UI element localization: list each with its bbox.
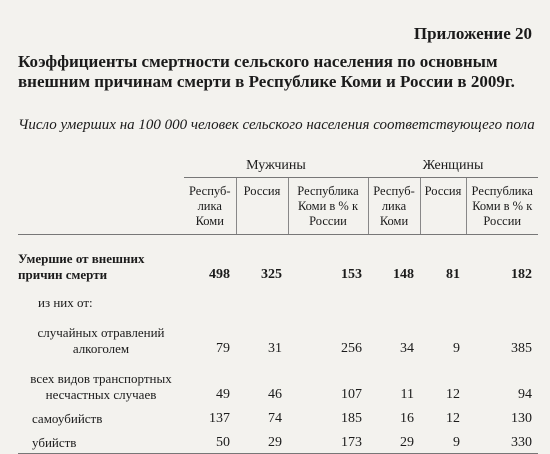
table-subtitle: Число умерших на 100 000 человек сельского населения соответствующего пола — [18, 117, 535, 133]
cell-value: 137 — [209, 411, 230, 426]
appendix-label: Приложение 20 — [413, 24, 532, 43]
cell-value: 12 — [446, 387, 460, 402]
cell-value: 182 — [511, 267, 532, 282]
cell-value: 81 — [446, 267, 460, 282]
cell-value: 12 — [446, 411, 460, 426]
cell-value: 330 — [466, 429, 538, 454]
row-label: всех видов транспортных несчастных случаев — [30, 371, 172, 402]
cell-value: 185 — [341, 411, 362, 426]
row-label: из них от: — [38, 295, 93, 310]
group-men: Мужчины — [184, 155, 368, 178]
column-header: Респуб-лика Коми — [368, 178, 420, 235]
cell-value: 50 — [184, 429, 236, 454]
column-header: Россия — [236, 178, 288, 235]
cell-value: 16 — [400, 411, 414, 426]
table-row — [18, 285, 538, 313]
cell-value: 74 — [268, 411, 282, 426]
cell-value: 29 — [236, 429, 288, 454]
table-row — [18, 429, 538, 454]
cell-value: 49 — [216, 387, 230, 402]
cell-value: 9 — [420, 429, 466, 454]
cell-value: 325 — [261, 267, 282, 282]
column-header: Республика Коми в % к России — [288, 178, 368, 235]
cell-value: 46 — [268, 387, 282, 402]
cell-value: 385 — [511, 341, 532, 356]
column-header: Респуб-лика Коми — [184, 178, 236, 235]
group-women: Женщины — [368, 155, 538, 178]
cell-value: 107 — [341, 387, 362, 402]
table-row — [18, 405, 538, 429]
cell-value: 29 — [368, 429, 420, 454]
cell-value: 9 — [453, 341, 460, 356]
cell-value: 153 — [341, 267, 362, 282]
mortality-table — [18, 155, 538, 454]
table-row — [18, 235, 538, 286]
cell-value: 11 — [400, 387, 414, 402]
page-title: Коэффициенты смертности сельского населения по основным внешним причинам смерти в Республике Коми и России в 2009г. — [18, 52, 515, 91]
column-header: Республика Коми в % к России — [466, 178, 538, 235]
table-row — [18, 359, 538, 405]
cell-value: 148 — [393, 267, 414, 282]
column-header: Россия — [420, 178, 466, 235]
cell-value: 34 — [400, 341, 414, 356]
table-row — [18, 313, 538, 359]
row-label: самоубийств — [32, 411, 103, 426]
row-label: случайных отравлений алкоголем — [37, 325, 165, 356]
cell-value: 173 — [288, 429, 368, 454]
row-label: Умершие от внешних причин смерти — [18, 251, 145, 282]
cell-value: 130 — [511, 411, 532, 426]
row-label: убийств — [18, 429, 184, 454]
cell-value: 31 — [268, 341, 282, 356]
cell-value: 94 — [518, 387, 532, 402]
cell-value: 256 — [341, 341, 362, 356]
cell-value: 498 — [209, 267, 230, 282]
cell-value: 79 — [216, 341, 230, 356]
